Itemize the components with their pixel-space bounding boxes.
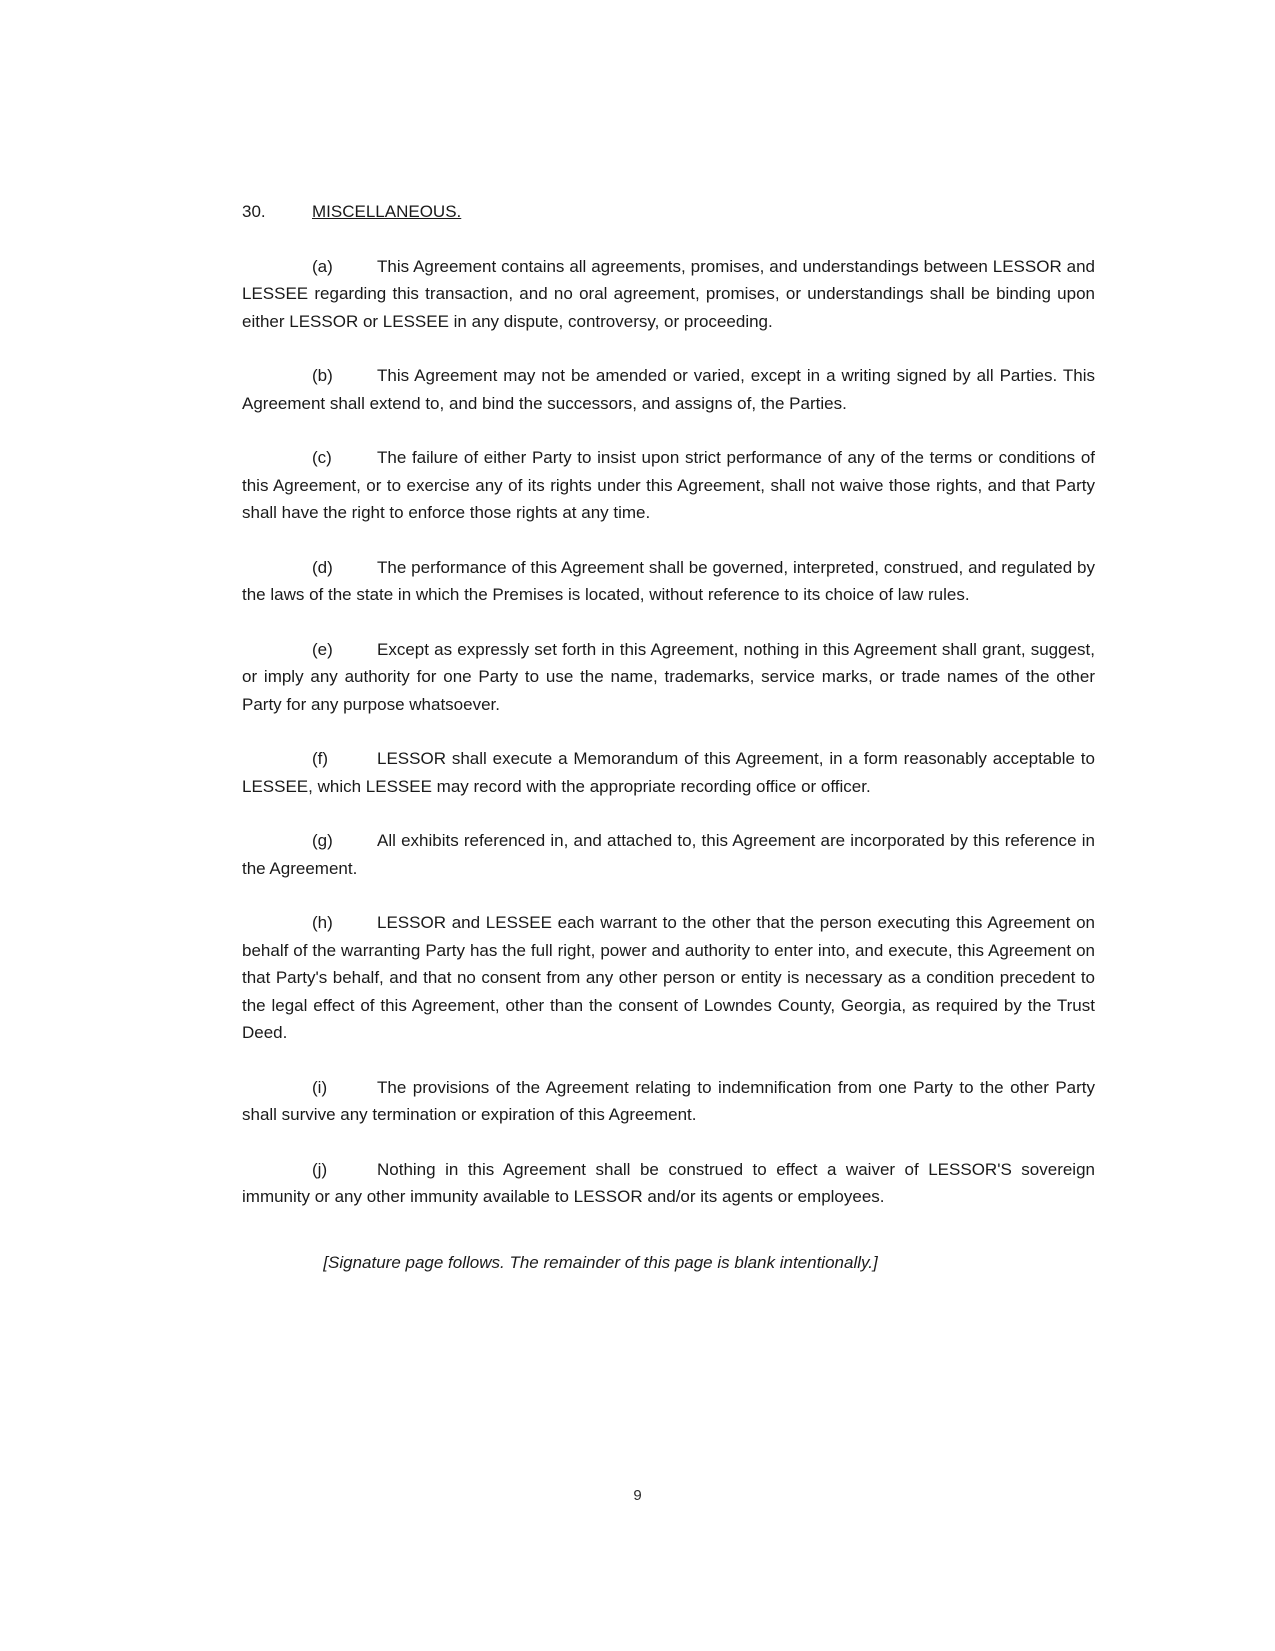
paragraph-letter: (c) [312, 448, 332, 467]
section-number: 30. [242, 202, 266, 221]
document-content [242, 198, 1095, 1276]
paragraph-g [242, 827, 1095, 882]
paragraph-text: The performance of this Agreement shall be governed, interpreted, construed, and regulated by the laws of the state in which the Premises is located, without reference to its choice of law rules. [242, 557, 1095, 604]
section-title: MISCELLANEOUS. [312, 202, 462, 221]
paragraph-b [242, 362, 1095, 417]
paragraph-text: Nothing in this Agreement shall be construed to effect a waiver of LESSOR'S sovereign immunity or any other immunity available to LESSOR and/or its agents or employees. [242, 1159, 1095, 1206]
paragraph-letter: (d) [312, 557, 333, 577]
paragraph-j [242, 1156, 1095, 1211]
page-number: 9 [633, 1487, 642, 1504]
paragraph-c [242, 444, 1095, 527]
paragraph-text: This Agreement may not be amended or varied, except in a writing signed by all Parties. This Agreement shall extend to, and bind the successors, and assigns of, the Parties. [242, 366, 1095, 413]
paragraph-letter: (b) [312, 366, 333, 385]
paragraph-letter: (a) [312, 256, 333, 276]
paragraph-letter: (g) [312, 831, 333, 850]
paragraph-a [242, 253, 1095, 336]
paragraph-text: LESSOR shall execute a Memorandum of this Agreement, in a form reasonably acceptable to LESSEE, which LESSEE may record with the appropriate recording office or officer. [242, 749, 1095, 796]
paragraph-letter: (h) [312, 913, 333, 932]
paragraph-text: This Agreement contains all agreements, promises, and understandings between LESSOR and LESSEE regarding this transaction, and no oral agreement, promises, or understandings shall be binding upon either LESSOR or LESSEE in any dispute, controversy, or proceeding. [242, 256, 1095, 331]
paragraph-i [242, 1074, 1095, 1129]
signature-page-note: [Signature page follows. The remainder of this page is blank intentionally.] [323, 1252, 878, 1272]
paragraph-text: The failure of either Party to insist upon strict performance of any of the terms or conditions of this Agreement, or to exercise any of its rights under this Agreement, shall not waive those rights, and that Party shall have the right to enforce those rights at any time. [242, 448, 1095, 522]
paragraph-text: All exhibits referenced in, and attached to, this Agreement are incorporated by this reference in the Agreement. [242, 831, 1095, 878]
paragraph-text: The provisions of the Agreement relating to indemnification from one Party to the other Party shall survive any termination or expiration of this Agreement. [242, 1077, 1095, 1124]
paragraph-letter: (j) [312, 1159, 328, 1179]
paragraph-f [242, 745, 1095, 800]
paragraph-letter: (f) [312, 749, 329, 768]
paragraph-h [242, 909, 1095, 1047]
paragraph-text: LESSOR and LESSEE each warrant to the other that the person executing this Agreement on behalf of the warranting Party has the full right, power and authority to enter into, and execute, this Agreement on that Party's behalf, and that no consent from any other person or entity is necessary as a condition precedent to the legal effect of this Agreement, other than the consent of Lowndes County, Georgia, as required by the Trust Deed. [242, 913, 1095, 1042]
paragraph-text: Except as expressly set forth in this Agreement, nothing in this Agreement shall grant, suggest, or imply any authority for one Party to use the name, trademarks, service marks, or trade names of the other Party for any purpose whatsoever. [242, 639, 1095, 714]
paragraph-letter: (e) [312, 639, 333, 659]
section-heading [242, 198, 1095, 226]
paragraph-e [242, 636, 1095, 719]
paragraph-letter: (i) [312, 1077, 328, 1097]
paragraph-d [242, 554, 1095, 609]
